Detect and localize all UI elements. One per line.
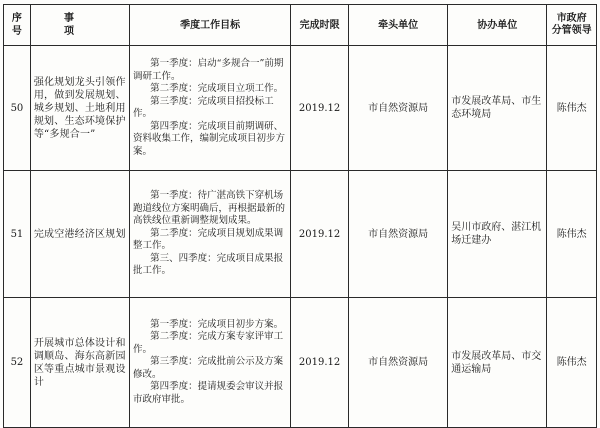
header-goal: 季度工作目标 xyxy=(130,5,291,46)
goal-line: 第二季度：完成项目立项工作。 xyxy=(150,83,284,94)
goal-line: 第二季度：完成方案专家评审工作。 xyxy=(133,331,284,355)
header-time: 完成时限 xyxy=(291,5,349,46)
row-no: 51 xyxy=(4,171,31,298)
goal-line: 第三、四季度：完成项目成果报批工作。 xyxy=(133,252,284,277)
row-co: 市发展改革局、市交通运输局 xyxy=(448,298,547,428)
header-item-label: 事 项 xyxy=(63,13,128,37)
row-no: 52 xyxy=(4,298,31,428)
header-item xyxy=(30,5,129,46)
row-goal xyxy=(130,298,291,428)
work-plan-table xyxy=(3,4,597,428)
row-goal xyxy=(130,46,291,171)
row-time: 2019.12 xyxy=(291,298,349,428)
goal-line: 第四季度：完成项目前期调研、资料收集工作，编制完成项目初步方案。 xyxy=(133,120,286,157)
goal-line: 第四季度：提请规委会审议并报市政府审批。 xyxy=(133,381,284,405)
header-leader-line2: 分管领导 xyxy=(551,25,592,36)
row-item: 完成空港经济区规划 xyxy=(30,171,129,298)
row-leader: 陈伟杰 xyxy=(547,171,597,298)
goal-line: 第二季度：完成项目规划成果调整工作。 xyxy=(133,227,284,252)
row-no: 50 xyxy=(4,46,31,171)
header-co: 协办单位 xyxy=(448,5,547,46)
header-leader xyxy=(547,5,597,46)
goal-line: 第一季度：启动“多规合一”前期调研工作。 xyxy=(133,58,284,82)
table-header-row xyxy=(4,5,597,46)
table-row xyxy=(4,171,597,298)
row-lead: 市自然资源局 xyxy=(349,171,448,298)
header-no: 序号 xyxy=(4,5,31,46)
row-time: 2019.12 xyxy=(291,46,349,171)
row-leader: 陈伟杰 xyxy=(547,298,597,428)
row-lead: 市自然资源局 xyxy=(349,46,448,171)
row-goal xyxy=(130,171,291,298)
goal-line: 第一季度：待广湛高铁下穿机场跑道线位方案明确后，再根据最新的高铁线位重新调整规划成果。 xyxy=(133,190,286,227)
goal-line: 第一季度：完成项目初步方案。 xyxy=(150,318,284,330)
table-row xyxy=(4,46,597,171)
row-lead: 市自然资源局 xyxy=(349,298,448,428)
table-row xyxy=(4,298,597,428)
row-item: 开展城市总体设计和调顺岛、海东高新园区等重点城市景观设计 xyxy=(30,298,129,428)
goal-line: 第三季度：完成项目招投标工作。 xyxy=(133,95,274,119)
header-lead: 牵头单位 xyxy=(349,5,448,46)
row-leader: 陈伟杰 xyxy=(547,46,597,171)
goal-line: 第三季度：完成批前公示及方案修改。 xyxy=(133,356,284,380)
row-co: 吴川市政府、湛江机场迁建办 xyxy=(448,171,547,298)
row-item: 强化规划龙头引领作用，做到发展规划、城乡规划、土地利用规划、生态环境保护等“多规合一” xyxy=(30,46,129,171)
header-leader-line1: 市政府 xyxy=(556,13,587,24)
row-time: 2019.12 xyxy=(291,171,349,298)
row-co: 市发展改革局、市生态环境局 xyxy=(448,46,547,171)
